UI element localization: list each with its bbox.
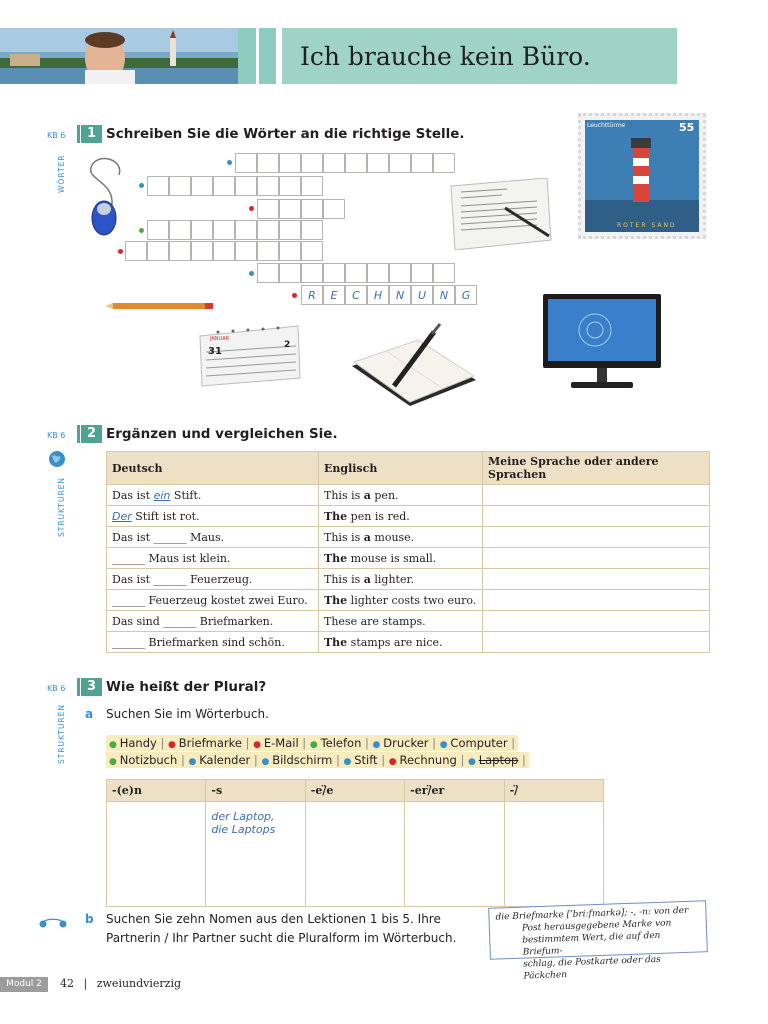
- german-post: Stift ist rot.: [131, 509, 200, 523]
- own-language-cell[interactable]: [483, 611, 710, 632]
- crossword-cell-answer[interactable]: C: [345, 285, 367, 305]
- column-header: Meine Sprache oder andere Sprachen: [483, 452, 710, 485]
- gender-dot-icon: ●: [253, 740, 264, 750]
- gender-dot-icon: ●: [343, 757, 355, 767]
- crossword-cell[interactable]: [301, 176, 323, 196]
- crossword-cell-answer[interactable]: N: [433, 285, 455, 305]
- own-language-cell[interactable]: [483, 632, 710, 653]
- german-cell: [107, 569, 319, 590]
- german-post: Feuerzeug kostet zwei Euro.: [145, 593, 308, 607]
- own-language-cell[interactable]: [483, 485, 710, 506]
- crossword-cell-answer[interactable]: N: [389, 285, 411, 305]
- crossword-cell[interactable]: [411, 263, 433, 283]
- crossword-cell[interactable]: [257, 176, 279, 196]
- noun-word: E-Mail: [263, 736, 299, 750]
- english-cell: [319, 527, 483, 548]
- exercise-title: Schreiben Sie die Wörter an die richtige Stelle.: [106, 126, 465, 142]
- notebook-image: [348, 322, 480, 416]
- crossword-cell[interactable]: [323, 263, 345, 283]
- crossword-cell[interactable]: [213, 220, 235, 240]
- subtask-letter: a: [85, 707, 94, 721]
- english-pre: This is: [324, 572, 364, 586]
- column-header: Englisch: [319, 452, 483, 485]
- table-row: [107, 611, 710, 632]
- crossword-cell[interactable]: [191, 176, 213, 196]
- german-post: Briefmarken sind schön.: [145, 635, 285, 649]
- crossword-cell[interactable]: [191, 220, 213, 240]
- crossword-cell[interactable]: [169, 241, 191, 261]
- german-cell: [107, 485, 319, 506]
- word-box-line: ● Handy | ● Briefmarke | ● E-Mail | ● Telefon | ● Drucker | ● Computer |: [106, 732, 518, 751]
- noun-word: Briefmarke: [178, 736, 242, 750]
- exercise-number: 2: [81, 425, 102, 443]
- crossword-cell[interactable]: [257, 263, 279, 283]
- kb-reference: KB 6: [47, 131, 66, 140]
- monitor-image: [543, 294, 663, 396]
- table-row: [107, 548, 710, 569]
- crossword-cell[interactable]: [411, 153, 433, 173]
- english-cell: [319, 632, 483, 653]
- german-pre: Das sind: [112, 614, 164, 628]
- table-cell[interactable]: [504, 802, 603, 907]
- crossword-cell[interactable]: [257, 199, 279, 219]
- crossword-cell[interactable]: [257, 220, 279, 240]
- side-label: STRUKTUREN: [57, 703, 66, 764]
- dictionary-line: schlag, die Postkarte oder das Päckchen: [522, 954, 661, 982]
- crossword-cell[interactable]: [433, 153, 455, 173]
- own-language-cell[interactable]: [483, 506, 710, 527]
- english-post: pen is red.: [347, 509, 410, 523]
- table-row: [107, 569, 710, 590]
- crossword-cell[interactable]: [301, 153, 323, 173]
- crossword-cell[interactable]: [235, 241, 257, 261]
- english-cell: [319, 611, 483, 632]
- article-blank[interactable]: ______: [153, 530, 187, 544]
- column-header: Deutsch: [107, 452, 319, 485]
- crossword-cell[interactable]: [191, 241, 213, 261]
- gender-dot-icon: ●: [388, 757, 400, 767]
- crossword-cell[interactable]: [279, 241, 301, 261]
- stamp-image: [578, 113, 706, 239]
- noun-word: Kalender: [199, 753, 251, 767]
- crossword-cell[interactable]: [279, 176, 301, 196]
- stamp-name: ROTER SAND: [617, 222, 677, 229]
- english-post: stamps are nice.: [347, 635, 443, 649]
- article-table: [106, 451, 710, 653]
- crossword-cell-answer[interactable]: R: [301, 285, 323, 305]
- noun-word: Laptop: [478, 753, 519, 767]
- invoice-image: [447, 178, 553, 254]
- german-cell: [107, 611, 319, 632]
- crossword-cell-answer[interactable]: G: [455, 285, 477, 305]
- stamp-value: 55: [679, 121, 695, 134]
- english-cell: [319, 548, 483, 569]
- own-language-cell[interactable]: [483, 569, 710, 590]
- gender-dot-icon: ●: [188, 757, 200, 767]
- german-cell: [107, 506, 319, 527]
- calendar-image: [198, 324, 302, 388]
- gender-dot-icon: ●: [467, 757, 479, 767]
- german-cell: [107, 527, 319, 548]
- noun-word: Bildschirm: [272, 753, 333, 767]
- noun-word: Handy: [119, 736, 157, 750]
- exercise-number: 1: [81, 125, 102, 143]
- crossword-cell-answer[interactable]: E: [323, 285, 345, 305]
- german-cell: [107, 590, 319, 611]
- subtask-instruction: Suchen Sie zehn Nomen aus den Lektionen 1 bis 5. Ihre: [106, 912, 441, 926]
- table-row: [107, 506, 710, 527]
- subtask-instruction: Partnerin / Ihr Partner sucht die Pluralform im Wörterbuch.: [106, 931, 457, 945]
- crossword-cell[interactable]: [279, 220, 301, 240]
- crossword-cell[interactable]: [235, 220, 257, 240]
- gender-dot-icon: ●: [439, 740, 451, 750]
- crossword-cell-answer[interactable]: H: [367, 285, 389, 305]
- article-blank[interactable]: ______: [112, 551, 145, 565]
- english-article: a: [363, 488, 371, 502]
- crossword-cell[interactable]: [389, 263, 411, 283]
- crossword-cell[interactable]: [301, 241, 323, 261]
- crossword-cell[interactable]: [301, 199, 323, 219]
- gender-dot-icon: ●: [109, 740, 120, 750]
- english-pre: These are stamps.: [324, 614, 426, 628]
- crossword-cell[interactable]: [235, 176, 257, 196]
- page-title: Ich brauche kein Büro.: [300, 42, 591, 71]
- calendar-day: 31: [208, 346, 222, 357]
- german-post: Maus ist klein.: [145, 551, 231, 565]
- article-blank[interactable]: Der: [112, 509, 132, 523]
- crossword-cell[interactable]: [125, 241, 147, 261]
- crossword-cell[interactable]: [169, 176, 191, 196]
- english-article: The: [324, 635, 348, 649]
- column-header: -(e)n: [107, 780, 206, 802]
- english-cell: [319, 485, 483, 506]
- table-cell[interactable]: [405, 802, 504, 907]
- crossword-cell[interactable]: [147, 220, 169, 240]
- table-cell[interactable]: [107, 802, 206, 907]
- noun-word: Stift: [354, 753, 378, 767]
- side-label: STRUKTUREN: [57, 476, 66, 537]
- article-blank[interactable]: ______: [163, 614, 197, 628]
- subtask-instruction: Suchen Sie im Wörterbuch.: [106, 707, 269, 721]
- english-cell: [319, 506, 483, 527]
- page-footer: [60, 977, 181, 990]
- side-label: WÖRTER: [57, 154, 66, 193]
- crossword-cell[interactable]: [213, 241, 235, 261]
- header-photo: [0, 28, 243, 84]
- crossword-cell[interactable]: [257, 241, 279, 261]
- german-post: Feuerzeug.: [186, 572, 253, 586]
- english-cell: [319, 569, 483, 590]
- crossword-cell[interactable]: [147, 241, 169, 261]
- plural-table: [106, 779, 604, 907]
- calendar-day-second: 2: [284, 340, 291, 350]
- crossword-cell[interactable]: [301, 263, 323, 283]
- crossword-cell[interactable]: [323, 199, 345, 219]
- article-blank[interactable]: ______: [112, 635, 145, 649]
- crossword-cell[interactable]: [345, 153, 367, 173]
- table-cell[interactable]: [206, 802, 305, 907]
- english-cell: [319, 590, 483, 611]
- german-post: Briefmarken.: [196, 614, 274, 628]
- crossword-cell[interactable]: [389, 153, 411, 173]
- table-row: [107, 527, 710, 548]
- header-stripes: [238, 28, 278, 84]
- english-post: pen.: [370, 488, 399, 502]
- subtask-letter: b: [85, 912, 94, 926]
- english-pre: This is: [324, 488, 364, 502]
- german-cell: [107, 548, 319, 569]
- crossword-cell[interactable]: [301, 220, 323, 240]
- page-number-word: zweiundvierzig: [96, 977, 182, 990]
- gender-dot-icon: ●: [168, 740, 179, 750]
- exercise-title: Ergänzen und vergleichen Sie.: [106, 426, 338, 442]
- german-pre: Das ist: [112, 488, 154, 502]
- crossword-cell[interactable]: [279, 263, 301, 283]
- german-pre: Das ist: [112, 530, 154, 544]
- calendar-month: JANUAR: [210, 336, 230, 342]
- pencil-image: [105, 295, 215, 314]
- word-box-line: ● Notizbuch | ● Kalender | ● Bildschirm | ● Stift | ● Rechnung | ● Laptop |: [106, 749, 529, 768]
- english-article: The: [324, 551, 348, 565]
- english-post: lighter.: [370, 572, 415, 586]
- crossword-cell[interactable]: [367, 263, 389, 283]
- crossword-cell[interactable]: [367, 153, 389, 173]
- partner-icon: [38, 914, 68, 933]
- english-post: lighter costs two euro.: [347, 593, 477, 607]
- english-post: mouse is small.: [347, 551, 437, 565]
- dictionary-line: die Briefmarke [ˈbriːfmarkə]; -, -n: von der: [495, 905, 689, 923]
- crossword-cell-answer[interactable]: U: [411, 285, 433, 305]
- own-language-cell[interactable]: [483, 590, 710, 611]
- gender-dot-icon: ●: [309, 740, 321, 750]
- gender-dot-icon: ●: [372, 740, 384, 750]
- article-blank[interactable]: ______: [153, 572, 187, 586]
- handwritten-example: der Laptop,: [211, 810, 275, 823]
- stamp-caption: Leuchttürme: [587, 122, 626, 129]
- article-blank[interactable]: ______: [112, 593, 145, 607]
- table-row: [107, 632, 710, 653]
- english-article: The: [324, 509, 348, 523]
- table-cell[interactable]: [305, 802, 404, 907]
- globe-icon: [48, 450, 66, 472]
- crossword-cell[interactable]: [213, 176, 235, 196]
- table-row: [107, 485, 710, 506]
- noun-word: Rechnung: [399, 753, 457, 767]
- english-article: The: [324, 593, 348, 607]
- handwritten-example: die Laptops: [211, 823, 276, 836]
- exercise-title: Wie heißt der Plural?: [106, 679, 267, 695]
- own-language-cell[interactable]: [483, 548, 710, 569]
- english-article: a: [363, 572, 371, 586]
- exercise-number: 3: [81, 678, 102, 696]
- kb-reference: KB 6: [47, 684, 66, 693]
- crossword-cell[interactable]: [323, 153, 345, 173]
- crossword-cell[interactable]: [279, 153, 301, 173]
- column-header: -e/̈e: [305, 780, 404, 802]
- footer-separator: |: [83, 977, 88, 990]
- dictionary-line: bestimmtem Wert, die auf den Briefum-: [522, 930, 661, 958]
- page-number: 42: [60, 977, 74, 990]
- kb-reference: KB 6: [47, 431, 66, 440]
- gender-dot-icon: ●: [261, 757, 273, 767]
- mouse-image: [74, 150, 134, 244]
- english-post: mouse.: [370, 530, 415, 544]
- crossword-cell[interactable]: [235, 153, 257, 173]
- crossword-cell[interactable]: [147, 176, 169, 196]
- crossword-cell[interactable]: [433, 263, 455, 283]
- german-post: Stift.: [170, 488, 202, 502]
- gender-dot-icon: ●: [109, 757, 120, 767]
- english-article: a: [363, 530, 371, 544]
- module-badge: Modul 2: [0, 977, 48, 992]
- table-row: [107, 590, 710, 611]
- noun-word: Notizbuch: [119, 753, 178, 767]
- dictionary-entry: [488, 900, 708, 982]
- dictionary-line: Post herausgegebene Marke von: [521, 918, 672, 934]
- german-post: Maus.: [186, 530, 225, 544]
- column-header: -er/̈er: [405, 780, 504, 802]
- article-blank[interactable]: ein: [153, 488, 171, 502]
- noun-word: Computer: [450, 736, 508, 750]
- crossword-cell[interactable]: [169, 220, 191, 240]
- crossword-cell[interactable]: [345, 263, 367, 283]
- german-pre: Das ist: [112, 572, 154, 586]
- english-pre: This is: [324, 530, 364, 544]
- noun-word: Telefon: [320, 736, 362, 750]
- crossword-cell[interactable]: [279, 199, 301, 219]
- column-header: -/̈: [504, 780, 603, 802]
- crossword-cell[interactable]: [257, 153, 279, 173]
- german-cell: [107, 632, 319, 653]
- own-language-cell[interactable]: [483, 527, 710, 548]
- column-header: -s: [206, 780, 305, 802]
- noun-word: Drucker: [383, 736, 429, 750]
